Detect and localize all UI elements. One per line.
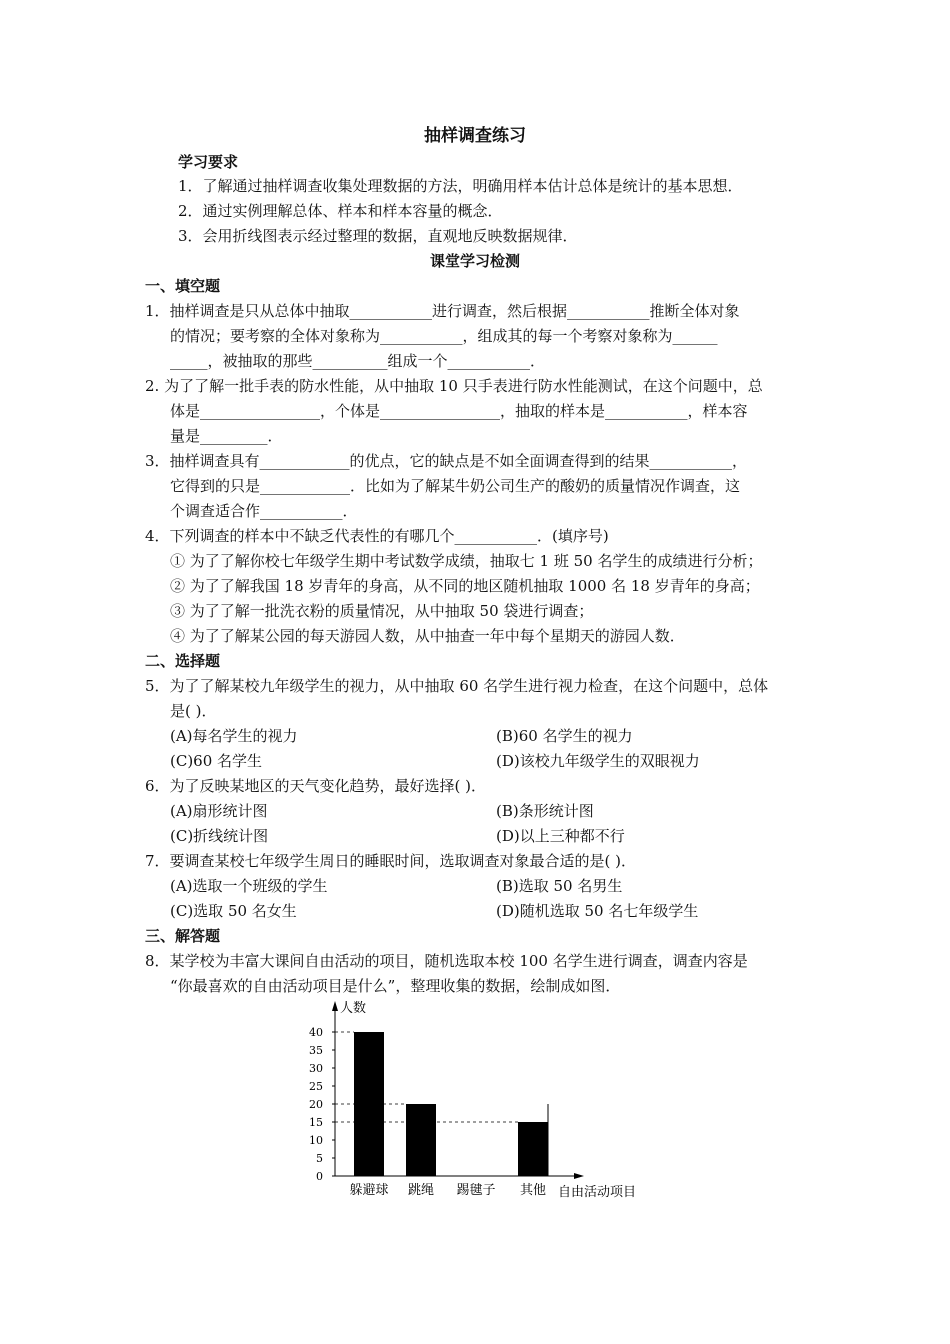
requirement-item: 1．了解通过抽样调查收集处理数据的方法，明确用样本估计总体是统计的基本思想． [178, 177, 743, 195]
question-line: 个调查适合作___________． [170, 502, 358, 520]
question-line: 的情况；要考察的全体对象称为___________，组成其的每一个考察对象称为______ [170, 327, 718, 345]
option-a: (A)扇形统计图 [170, 802, 268, 820]
question-line: 是( )． [170, 702, 217, 720]
y-tick-label: 20 [309, 1098, 323, 1111]
option-line: ③ 为了了解一批洗衣粉的质量情况，从中抽取 50 袋进行调查； [170, 602, 594, 620]
option-b: (B)60 名学生的视力 [496, 727, 633, 745]
bar-1 [406, 1104, 436, 1176]
question-line: 体是________________，个体是________________，抽取的样本是___________，样本容 [170, 402, 748, 420]
option-b: (B)条形统计图 [496, 802, 594, 820]
requirement-item: 3．会用折线图表示经过整理的数据，直观地反映数据规律． [178, 227, 578, 245]
y-tick-label: 10 [309, 1134, 323, 1147]
option-c: (C)折线统计图 [170, 827, 269, 845]
y-tick-label: 5 [316, 1152, 323, 1165]
option-c: (C)60 名学生 [170, 752, 263, 770]
question-line: 8．某学校为丰富大课间自由活动的项目，随机选取本校 100 名学生进行调查，调查内容是 [145, 952, 748, 970]
x-tick-label: 其他 [519, 1183, 547, 1198]
bar-3 [518, 1122, 548, 1176]
section-heading-fill: 一、填空题 [145, 277, 221, 295]
option-line: ④ 为了了解某公园的每天游园人数，从中抽查一年中每个星期天的游园人数． [170, 627, 685, 645]
x-tick-label: 踢毽子 [456, 1183, 496, 1198]
question-line: “你最喜欢的自由活动项目是什么”，整理收集的数据，绘制成如图． [170, 977, 621, 995]
question-line: 3．抽样调查具有____________的优点，它的缺点是不如全面调查得到的结果___________， [145, 452, 748, 470]
requirement-item: 2．通过实例理解总体、样本和样本容量的概念． [178, 202, 503, 220]
option-d: (D)以上三种都不行 [496, 827, 625, 845]
section-heading-choice: 二、选择题 [145, 652, 221, 670]
option-b: (B)选取 50 名男生 [496, 877, 623, 895]
option-line: ① 为了了解你校七年级学生期中考试数学成绩，抽取七 1 班 50 名学生的成绩进行分析； [170, 552, 763, 570]
x-axis-arrow [574, 1173, 584, 1179]
x-axis-label: 自由活动项目 [558, 1185, 637, 1200]
question-line: 它得到的只是____________．比如为了解某牛奶公司生产的酸奶的质量情况作调查，这 [170, 477, 741, 495]
y-tick-label: 30 [309, 1062, 323, 1075]
y-tick-label: 25 [309, 1080, 323, 1093]
question-line: 量是_________． [170, 427, 283, 445]
x-tick-label: 跳绳 [407, 1183, 435, 1198]
bar-0 [354, 1032, 384, 1176]
section-heading-answer: 三、解答题 [145, 927, 221, 945]
question-line: 4．下列调查的样本中不缺乏代表性的有哪几个___________．(填序号) [145, 527, 609, 545]
y-tick-label: 35 [309, 1044, 323, 1057]
option-a: (A)选取一个班级的学生 [170, 877, 328, 895]
option-c: (C)选取 50 名女生 [170, 902, 297, 920]
x-tick-label: 躲避球 [349, 1183, 389, 1198]
question-line: _____，被抽取的那些__________组成一个___________． [170, 352, 546, 370]
question-line: 6．为了反映某地区的天气变化趋势，最好选择( )． [145, 777, 487, 795]
requirements-heading: 学习要求 [178, 153, 239, 171]
y-tick-label: 40 [309, 1026, 323, 1039]
question-line: 1．抽样调查是只从总体中抽取___________进行调查，然后根据___________推断全体对象 [145, 302, 740, 320]
question-line: 2. 为了了解一批手表的防水性能，从中抽取 10 只手表进行防水性能测试，在这个问题中，总 [145, 377, 763, 395]
option-d: (D)随机选取 50 名七年级学生 [496, 902, 699, 920]
option-a: (A)每名学生的视力 [170, 727, 298, 745]
y-axis-label: 人数 [340, 1001, 367, 1016]
page-title: 抽样调查练习 [424, 126, 526, 146]
y-tick-label: 0 [316, 1170, 323, 1183]
question-line: 5．为了了解某校九年级学生的视力，从中抽取 60 名学生进行视力检查，在这个问题中，总体 [145, 677, 769, 695]
activity-bar-chart [290, 995, 670, 1205]
y-tick-label: 15 [309, 1116, 323, 1129]
y-axis-arrow [332, 1001, 338, 1011]
check-heading: 课堂学习检测 [429, 252, 520, 270]
question-line: 7．要调查某校七年级学生周日的睡眠时间，选取调查对象最合适的是( )． [145, 852, 637, 870]
option-d: (D)该校九年级学生的双眼视力 [496, 752, 700, 770]
option-line: ② 为了了解我国 18 岁青年的身高，从不同的地区随机抽取 1000 名 18 岁青年的身高； [170, 577, 760, 595]
